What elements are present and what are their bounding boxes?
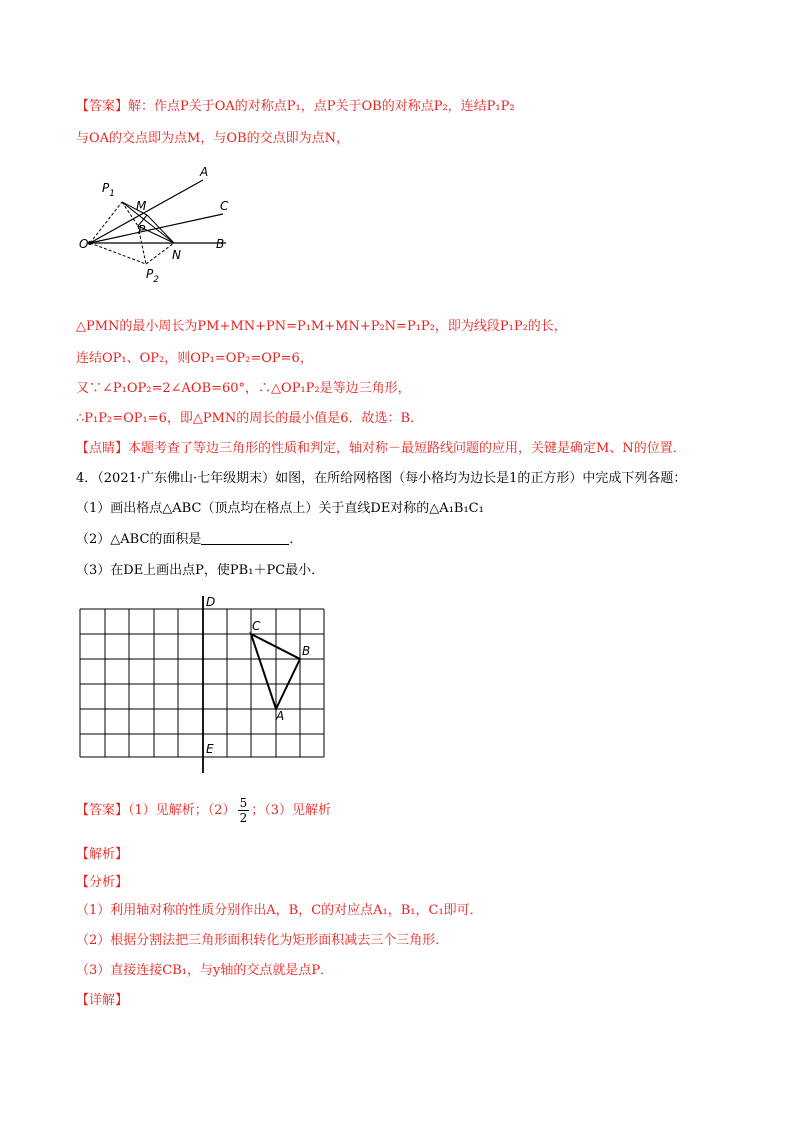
analysis-line-2: （2）根据分割法把三角形面积转化为矩形面积减去三个三角形． (76, 933, 449, 948)
fig2-label-E: E (206, 742, 214, 756)
fenxi-heading: 【分析】 (76, 875, 129, 890)
comment-tag: 【点睛】 (76, 441, 129, 456)
fig2-label-C: C (252, 619, 261, 633)
answer-line-1 (76, 98, 515, 116)
fig1-label-N: N (172, 248, 181, 262)
fig1-label-B: B (216, 237, 225, 251)
fraction-numerator: 5 (239, 796, 248, 810)
answer-2-part-1: （1）见解析；（2） (128, 803, 236, 818)
fig1-label-P1: $P_1$ (102, 181, 115, 199)
answer-tag: 【答案】 (76, 99, 129, 114)
question-4-part-2-end: ． (289, 532, 303, 547)
fig1-label-A: A (200, 165, 209, 179)
answer-text-1: 解：作点P关于OA的对称点P₁，点P关于OB的对称点P₂，连结P₁P₂ (128, 99, 515, 114)
answer-2-part-2: ；（3）见解析 (251, 803, 331, 818)
fig2-label-A: A (276, 709, 285, 723)
answer-2-tag: 【答案】 (76, 803, 129, 818)
fraction-five-halves (238, 796, 250, 825)
fig1-label-P2: $P_2$ (146, 267, 159, 285)
fig2-label-B: B (302, 644, 311, 658)
work-line-4: ∴P₁P₂=OP₁=6，即△PMN的周长的最小值是6．故选：B． (76, 411, 424, 426)
work-line-1: △PMN的最小周长为PM+MN+PN=P₁M+MN+P₂N=P₁P₂，即为线段P₁P₂的长， (76, 319, 567, 334)
comment-line (76, 440, 686, 458)
work-line-3: 又∵∠P₁OP₂=2∠AOB=60°，∴△OP₁P₂是等边三角形， (76, 381, 411, 396)
fig1-label-C: C (220, 199, 229, 213)
analysis-line-3: （3）直接连接CB₁，与y轴的交点就是点P． (76, 963, 334, 978)
fig1-label-O: O (79, 237, 89, 251)
figure-angle-reflection (78, 160, 248, 295)
fig1-label-P: P (138, 223, 146, 237)
answer-line-2: 与OA的交点即为点M，与OB的交点即为点N， (76, 131, 349, 146)
answer-2-line (76, 796, 331, 826)
figure-grid (78, 592, 348, 777)
question-4-part-2-text: （2）△ABC的面积是 (76, 532, 202, 547)
comment-text: 本题考查了等边三角形的性质和判定，轴对称－最短路线问题的应用，关键是确定M、N的位置． (128, 441, 686, 456)
question-4-part-2 (76, 530, 302, 549)
question-4-part-1: （1）画出格点△ABC（顶点均在格点上）关于直线DE对称的△A₁B₁C₁ (76, 501, 484, 516)
work-line-2: 连结OP₁、OP₂，则OP₁=OP₂=OP=6， (76, 351, 313, 366)
fig1-label-M: M (136, 199, 147, 213)
fig2-label-D: D (206, 595, 216, 609)
jiexi-heading: 【解析】 (76, 847, 129, 862)
question-4-stem: 4．（2021·广东佛山·七年级期末）如图，在所给网格图（每小格均为边长是1的正方形）中完成下列各题： (76, 471, 687, 486)
xiangjie-heading: 【详解】 (76, 993, 129, 1008)
answer-blank (201, 530, 289, 545)
fraction-denominator: 2 (239, 811, 248, 825)
question-4-part-3: （3）在DE上画出点P，使PB₁＋PC最小． (76, 563, 325, 578)
analysis-line-1: （1）利用轴对称的性质分别作出A，B，C的对应点A₁，B₁，C₁即可． (76, 903, 483, 918)
